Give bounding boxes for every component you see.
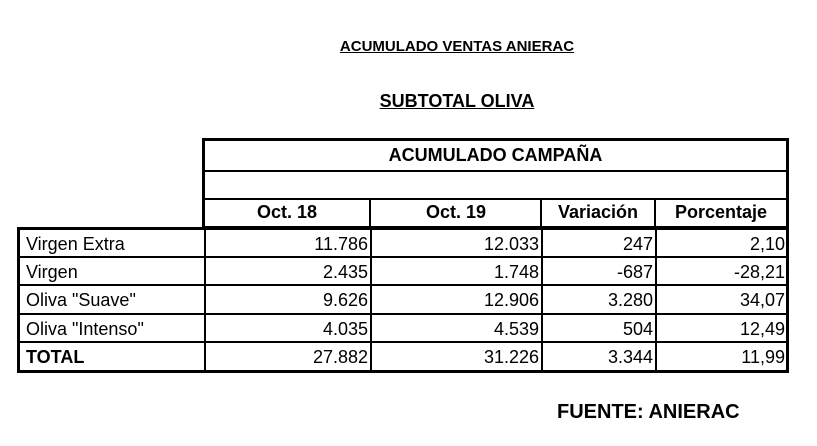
row-label-total: TOTAL [26, 347, 85, 367]
cell-value: 11.786 [314, 234, 368, 254]
cell-value: 247 [622, 234, 653, 254]
cell-value: 27.882 [312, 347, 368, 367]
data-table-body [17, 227, 789, 373]
header-divider [205, 170, 786, 172]
row-label-virgen-extra: Virgen Extra [26, 234, 125, 254]
cell-value: 1.748 [493, 262, 539, 282]
cell-value: 2,10 [749, 234, 785, 254]
cell-value: 4.539 [493, 319, 539, 339]
cell-value: 11,99 [741, 347, 785, 367]
report-title: ACUMULADO VENTAS ANIERAC [339, 38, 575, 55]
cell-value: 34,07 [739, 290, 785, 310]
cell-value: 12,49 [739, 319, 785, 339]
cell-value: 504 [622, 319, 653, 339]
cell-value: -28,21 [733, 262, 785, 282]
cell-value: 31.226 [483, 347, 539, 367]
cell-value: 2.435 [322, 262, 368, 282]
cell-value: -687 [616, 262, 653, 282]
cell-value: 3.280 [607, 290, 653, 310]
source-note: FUENTE: ANIERAC [557, 401, 740, 423]
column-header-porcentaje: Porcentaje [674, 202, 768, 222]
cell-value: 9.626 [322, 290, 368, 310]
column-header-oct19: Oct. 19 [425, 202, 487, 222]
column-header-oct18: Oct. 18 [256, 202, 318, 222]
cell-value: 12.033 [483, 234, 539, 254]
cell-value: 12.906 [483, 290, 539, 310]
row-label-virgen: Virgen [26, 262, 78, 282]
row-label-oliva-intenso: Oliva "Intenso" [26, 319, 144, 339]
column-header-variacion: Variación [557, 202, 639, 222]
cell-value: 4.035 [322, 319, 368, 339]
cell-value: 3.344 [607, 347, 653, 367]
group-header: ACUMULADO CAMPAÑA [388, 145, 603, 165]
report-subtitle: SUBTOTAL OLIVA [379, 91, 535, 111]
row-label-oliva-suave: Oliva "Suave" [26, 290, 136, 310]
